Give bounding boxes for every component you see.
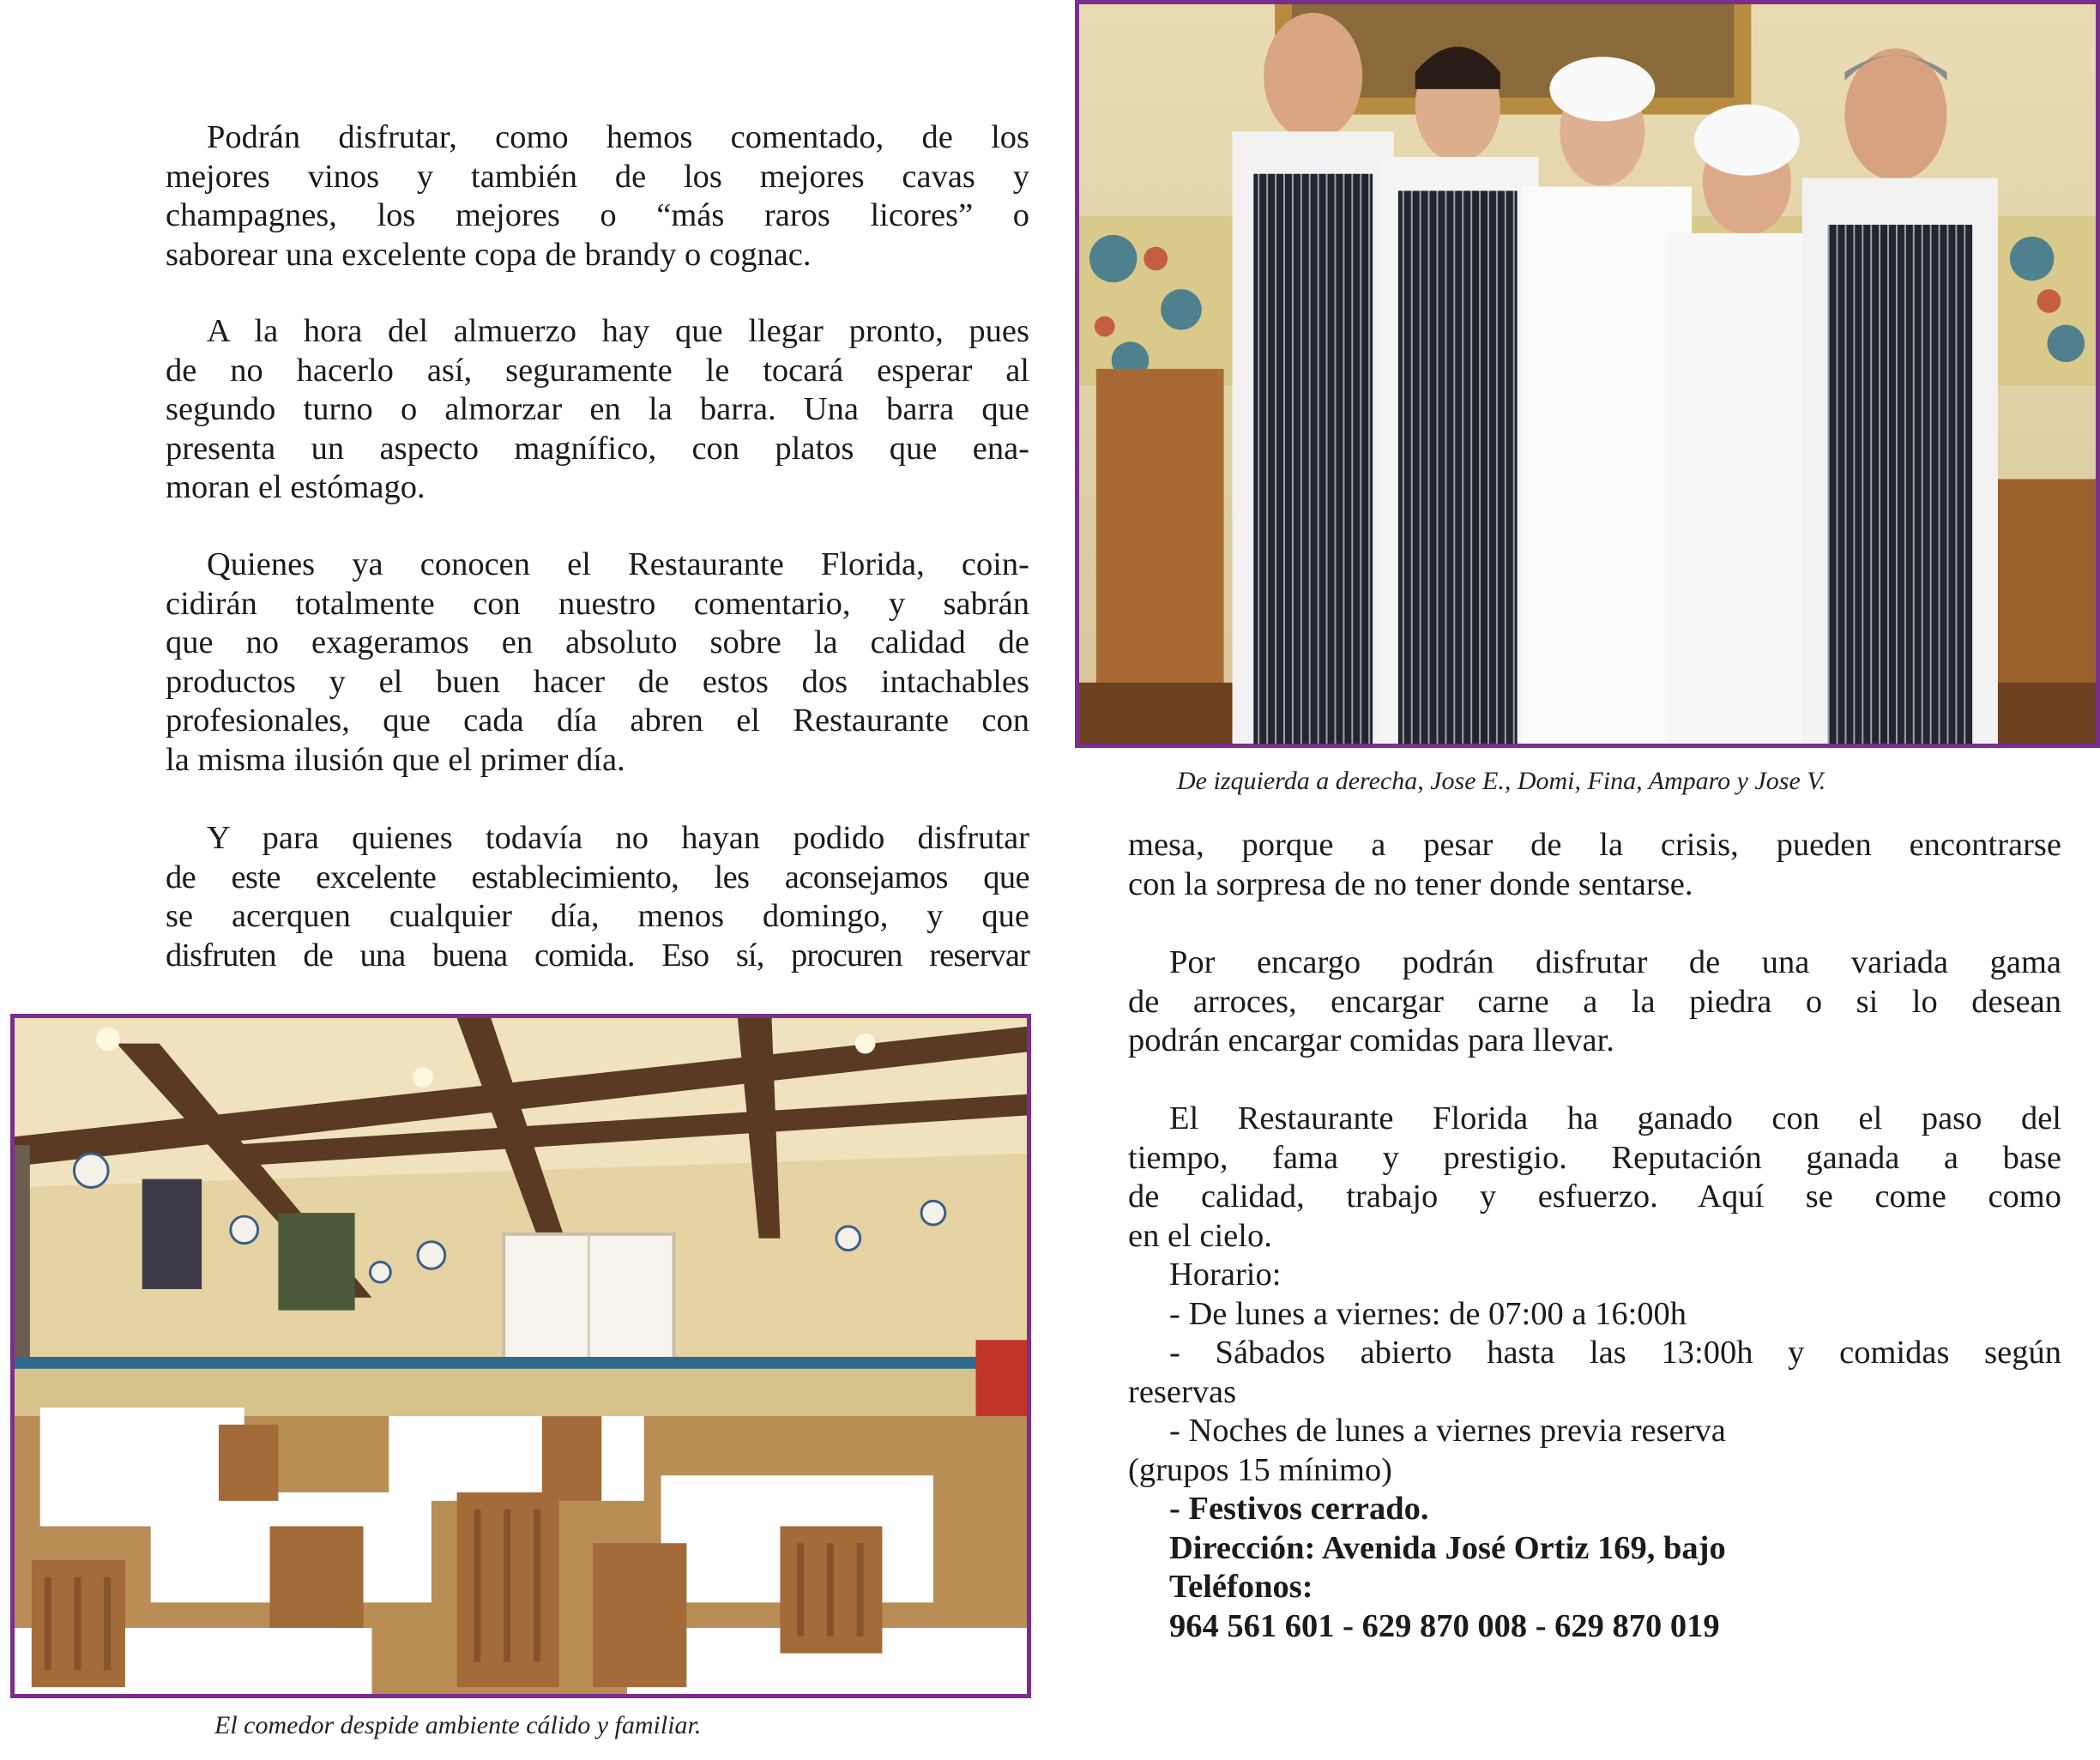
phone-numbers: 964 561 601 - 629 870 008 - 629 870 019 [1169, 1607, 1720, 1644]
text-line: de arroces, encargar carne a la piedra o si lo desean [1128, 983, 2061, 1020]
text-line: El Restaurante Florida ha ganado con el paso del [1169, 1100, 2061, 1136]
phones-label: Teléfonos: [1169, 1569, 1313, 1605]
right-paragraph-1 [1128, 826, 2061, 904]
text-line: Y para quienes todavía no hayan podido disfrutar [207, 820, 1029, 856]
schedule-nights: - Noches de lunes a viernes previa reserva [1169, 1413, 1726, 1449]
text-line: moran el estómago. [166, 469, 425, 505]
right-paragraph-3 [1128, 1100, 2061, 1646]
schedule-weekdays: - De lunes a viernes: de 07:00 a 16:00h [1169, 1295, 1687, 1332]
text-line: cidirán totalmente con nuestro comentario, y sabrán [166, 585, 1029, 622]
text-line: productos y el buen hacer de estos dos intachables [166, 663, 1029, 700]
text-line: se acerquen cualquier día, menos domingo, y que [166, 898, 1029, 934]
text-line: Podrán disfrutar, como hemos comentado, de los [207, 119, 1029, 155]
schedule-saturdays-cont: reservas [1128, 1373, 1237, 1410]
text-line: presenta un aspecto magnífico, con platos que ena- [166, 430, 1029, 467]
text-line: A la hora del almuerzo hay que llegar pronto, pues [207, 313, 1029, 349]
schedule-nights-cont: (grupos 15 mínimo) [1128, 1451, 1392, 1488]
staff-photo [1075, 0, 2100, 748]
dining-room-photo [10, 1014, 1031, 1698]
text-line: disfruten de una buena comida. Eso sí, procuren reservar [166, 937, 1029, 973]
text-line: Por encargo podrán disfrutar de una variada gama [1169, 944, 2061, 980]
text-line: en el cielo. [1128, 1217, 1272, 1254]
text-line: segundo turno o almorzar en la barra. Una barra que [166, 391, 1029, 427]
text-line: de calidad, trabajo y esfuerzo. Aquí se come como [1128, 1178, 2061, 1215]
address: Dirección: Avenida José Ortiz 169, bajo [1169, 1529, 1726, 1566]
text-line: que no exageramos en absoluto sobre la calidad de [166, 624, 1029, 660]
text-line: tiempo, fama y prestigio. Reputación ganada a base [1128, 1139, 2061, 1176]
left-paragraph-4 [166, 819, 1029, 975]
horario-label: Horario: [1169, 1257, 1282, 1293]
left-paragraph-2 [166, 312, 1029, 508]
staff-photo-illustration [1079, 4, 2096, 744]
text-line: mesa, porque a pesar de la crisis, pueden encontrarse [1128, 827, 2061, 863]
text-line: saborear una excelente copa de brandy o cognac. [166, 236, 812, 273]
text-line: podrán encargar comidas para llevar. [1128, 1022, 1614, 1058]
text-line: Quienes ya conocen el Restaurante Florida, coin- [207, 546, 1029, 582]
text-line: champagnes, los mejores o “más raros licores” o [166, 197, 1029, 233]
text-line: de no hacerlo así, seguramente le tocará esperar al [166, 352, 1029, 389]
festivos-note: - Festivos cerrado. [1169, 1491, 1429, 1527]
text-line: con la sorpresa de no tener donde sentarse. [1128, 865, 1693, 902]
dining-room-illustration [15, 1018, 1027, 1694]
schedule-saturdays: - Sábados abierto hasta las 13:00h y comidas según [1169, 1335, 2061, 1371]
text-line: mejores vinos y también de los mejores cavas y [166, 158, 1029, 195]
text-line: de este excelente establecimiento, les aconsejamos que [166, 859, 1029, 895]
right-paragraph-2 [1128, 943, 2061, 1061]
left-paragraph-1 [166, 118, 1029, 274]
text-line: profesionales, que cada día abren el Restaurante con [166, 702, 1029, 738]
left-paragraph-3 [166, 545, 1029, 780]
dining-room-photo-caption: El comedor despide ambiente cálido y familiar. [214, 1711, 702, 1739]
staff-photo-caption: De izquierda a derecha, Jose E., Domi, Fina, Amparo y Jose V. [1177, 767, 1826, 795]
text-line: la misma ilusión que el primer día. [166, 741, 625, 778]
